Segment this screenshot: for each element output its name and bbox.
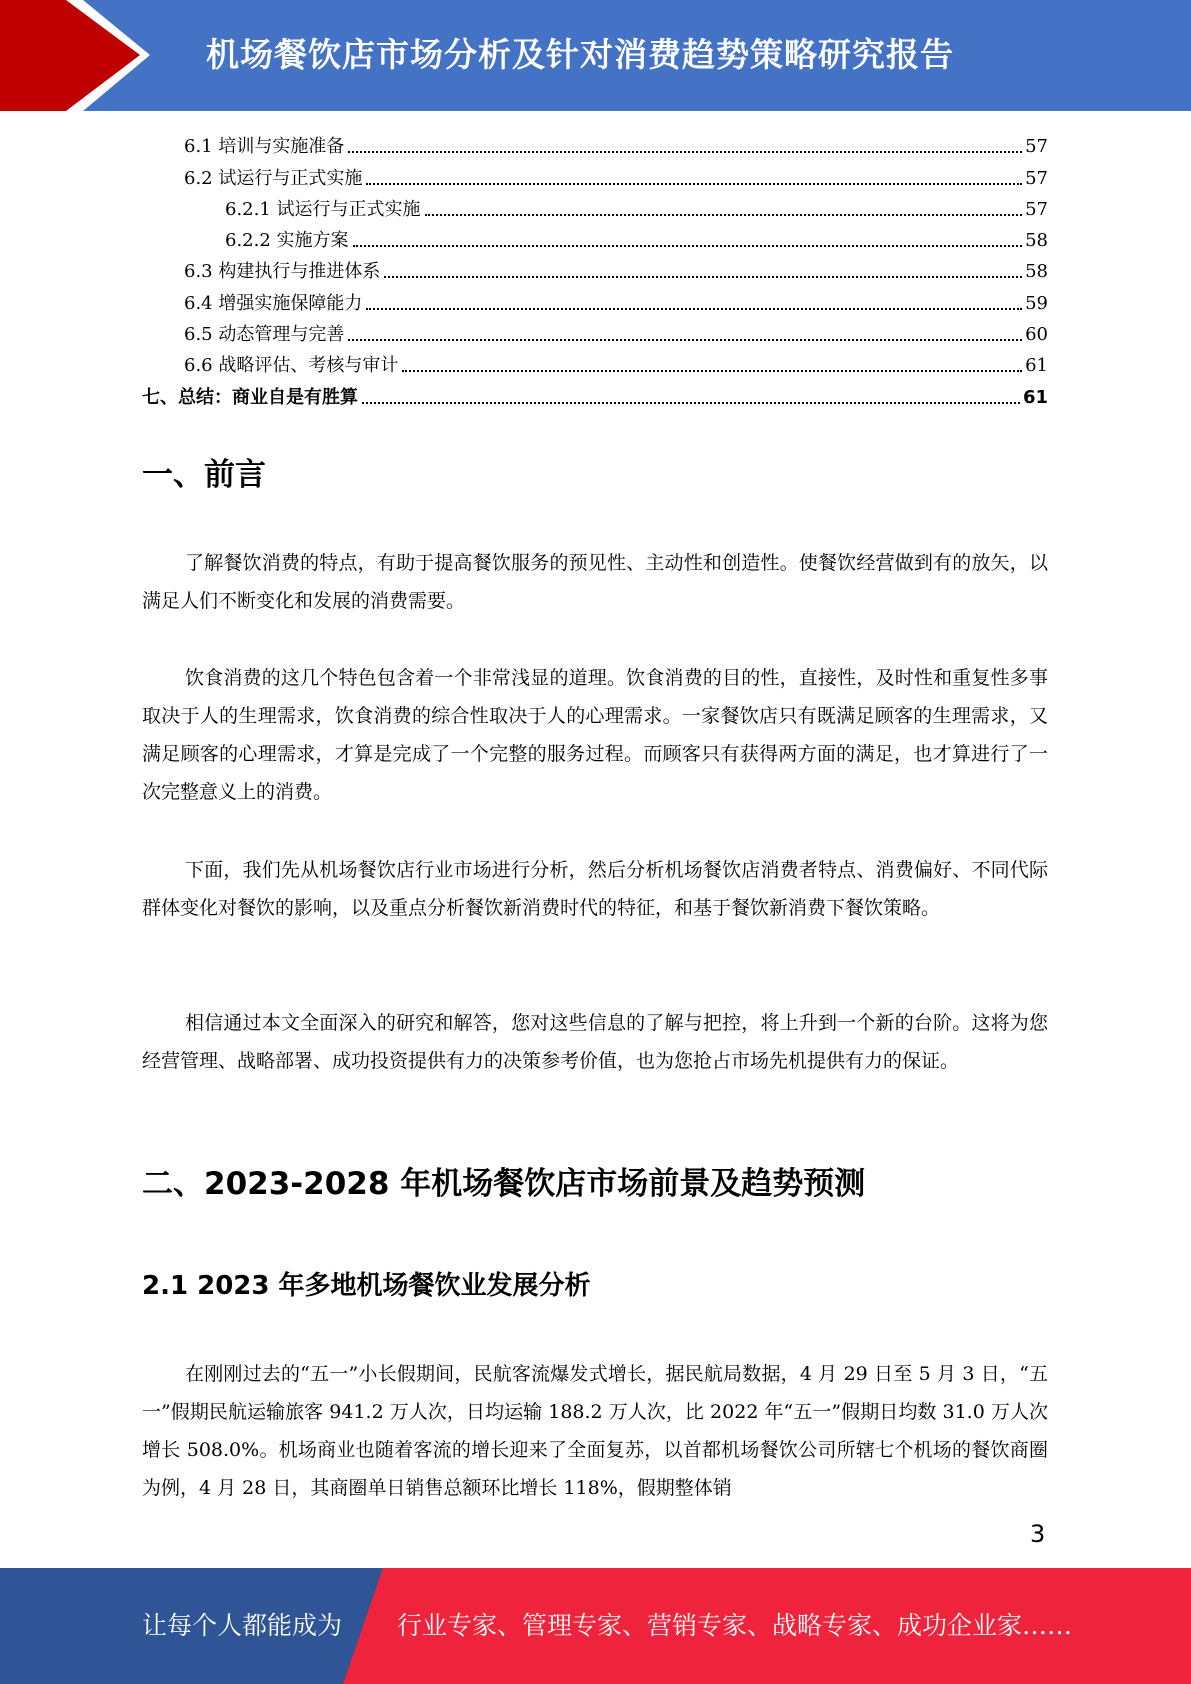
body-paragraph: 下面，我们先从机场餐饮店行业市场进行分析，然后分析机场餐饮店消费者特点、消费偏好、不同代际群体变化对餐饮的影响，以及重点分析餐饮新消费时代的特征，和基于餐饮新消费下餐饮策略。 bbox=[142, 859, 1048, 919]
toc-entry-page: 61 bbox=[1025, 355, 1048, 377]
toc-entry-page: 58 bbox=[1025, 261, 1048, 283]
toc-entry-title: 6.2 试运行与正式实施 bbox=[184, 167, 363, 189]
toc-entry-title: 6.5 动态管理与完善 bbox=[184, 324, 345, 346]
toc-entry-page: 59 bbox=[1025, 292, 1048, 314]
toc-entry[interactable] bbox=[142, 253, 1048, 284]
toc-entry-title: 6.1 培训与实施准备 bbox=[184, 136, 345, 158]
toc-leader-dots bbox=[366, 183, 1022, 185]
toc-entry[interactable] bbox=[142, 284, 1048, 315]
toc-leader-dots bbox=[348, 151, 1022, 153]
body-paragraph: 了解餐饮消费的特点，有助于提高餐饮服务的预见性、主动性和创造性。使餐饮经营做到有的放矢，以满足人们不断变化和发展的消费需要。 bbox=[142, 552, 1048, 612]
toc-entry-title: 6.6 战略评估、考核与审计 bbox=[184, 355, 399, 377]
section-heading-preface: 一、前言 bbox=[142, 457, 266, 493]
subsection-heading: 2.1 2023 年多地机场餐饮业发展分析 bbox=[142, 1271, 591, 1301]
toc-entry[interactable] bbox=[142, 316, 1048, 347]
toc-entry-page: 57 bbox=[1025, 198, 1048, 220]
toc-leader-dots bbox=[348, 339, 1022, 341]
toc-entry-title: 七、总结：商业自是有胜算 bbox=[142, 386, 358, 408]
toc-leader-dots bbox=[362, 402, 1020, 404]
table-of-contents bbox=[142, 128, 1048, 410]
body-paragraph: 饮食消费的这几个特色包含着一个非常浅显的道理。饮食消费的目的性，直接性，及时性和重复性多事取决于人的生理需求，饮食消费的综合性取决于人的心理需求。一家餐饮店只有既满足顾客的生理需求，又满足顾客的心理需求，才算是完成了一个完整的服务过程。而顾客只有获得两方面的满足，也才算进行了一次完整意义上的消费。 bbox=[142, 667, 1048, 803]
toc-entry-page: 57 bbox=[1025, 136, 1048, 158]
toc-entry[interactable] bbox=[142, 222, 1048, 253]
toc-entry-chapter[interactable] bbox=[142, 378, 1048, 409]
header-title: 机场餐饮店市场分析及针对消费趋势策略研究报告 bbox=[206, 35, 954, 74]
toc-leader-dots bbox=[353, 245, 1023, 247]
toc-entry[interactable] bbox=[142, 191, 1048, 222]
toc-leader-dots bbox=[425, 214, 1023, 216]
toc-entry-page: 58 bbox=[1025, 230, 1048, 252]
body-paragraph: 相信通过本文全面深入的研究和解答，您对这些信息的了解与把控，将上升到一个新的台阶。这将为您经营管理、战略部署、成功投资提供有力的决策参考价值，也为您抢占市场先机提供有力的保证。 bbox=[142, 1012, 1048, 1072]
page-footer bbox=[0, 1568, 1191, 1684]
toc-entry-title: 6.4 增强实施保障能力 bbox=[184, 292, 363, 314]
toc-entry[interactable] bbox=[142, 159, 1048, 190]
toc-leader-dots bbox=[366, 308, 1022, 310]
page-header bbox=[0, 0, 1191, 111]
toc-entry-page: 61 bbox=[1022, 386, 1048, 408]
footer-slogan-right: 行业专家、管理专家、营销专家、战略专家、成功企业家…… bbox=[397, 1611, 1073, 1640]
toc-entry[interactable] bbox=[142, 347, 1048, 378]
footer-slogan-left: 让每个人都能成为 bbox=[142, 1611, 343, 1640]
toc-entry-title: 6.3 构建执行与推进体系 bbox=[184, 261, 381, 283]
toc-entry-title: 6.2.1 试运行与正式实施 bbox=[225, 198, 421, 220]
toc-entry-page: 60 bbox=[1025, 324, 1048, 346]
toc-entry-title: 6.2.2 实施方案 bbox=[225, 230, 349, 252]
toc-leader-dots bbox=[384, 276, 1022, 278]
toc-entry-page: 57 bbox=[1025, 167, 1048, 189]
toc-leader-dots bbox=[402, 370, 1022, 372]
body-paragraph: 在刚刚过去的“五一”小长假期间，民航客流爆发式增长，据民航局数据，4 月 29 日至 5 月 3 日，“五一”假期民航运输旅客 941.2 万人次，日均运输 188.2 万人次，比 2022 年“五一”假期日均数 31.0 万人次增长 508.0%。机场商业也随着客流的增长迎来了全面复苏，以首都机场餐饮公司所辖七个机场的餐饮商圈为例，4 月 28 日，其商圈单日销售总额环比增长 118%，假期整体销 bbox=[142, 1363, 1048, 1499]
section-heading-market-outlook: 二、2023-2028 年机场餐饮店市场前景及趋势预测 bbox=[142, 1166, 866, 1202]
toc-entry[interactable] bbox=[142, 128, 1048, 159]
page-number: 3 bbox=[1030, 1520, 1046, 1548]
